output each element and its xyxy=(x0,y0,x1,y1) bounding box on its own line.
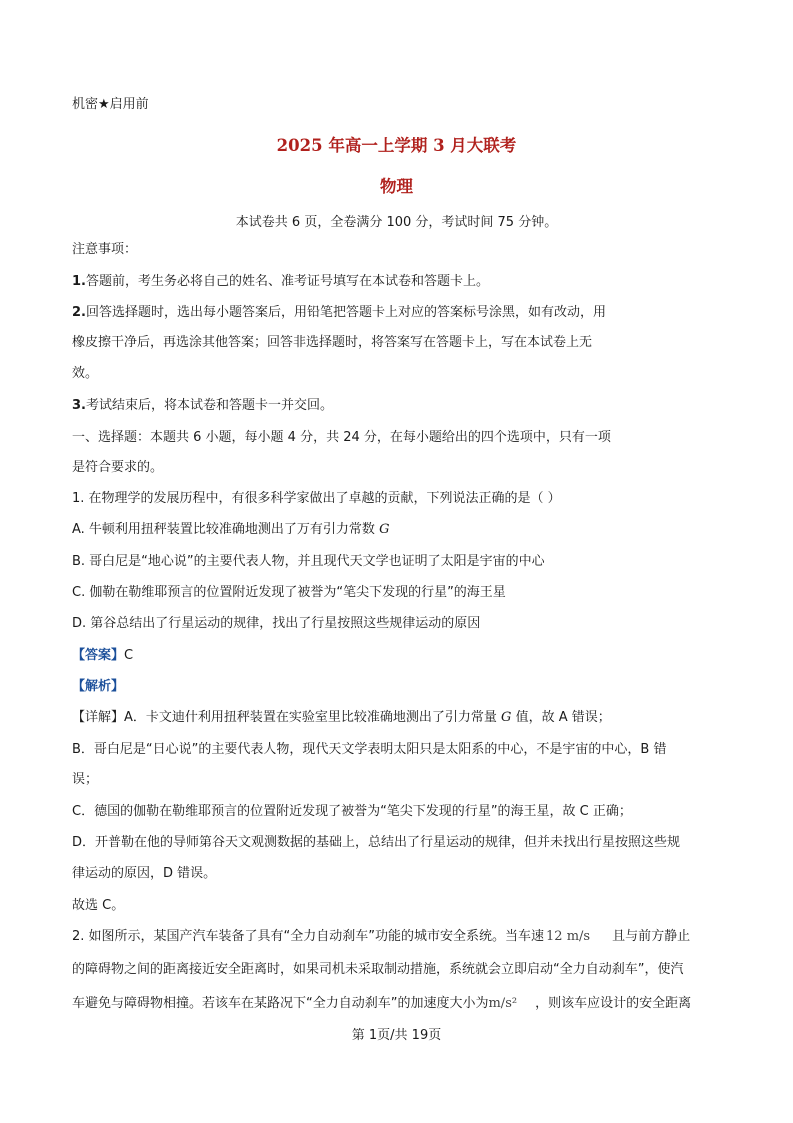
subject-title: 物理 xyxy=(380,177,413,196)
q2-speed-unit: 12 m/s xyxy=(546,929,591,944)
answer-tag: 【答案】 xyxy=(72,648,125,663)
analysis-tag xyxy=(72,679,124,695)
exam-title: 2025 年高一上学期 3 月大联考 xyxy=(276,136,517,155)
exam-intro: 本试卷共 6 页，全卷满分 100 分，考试时间 75 分钟。 xyxy=(235,215,558,230)
option-a-variable: G xyxy=(379,522,390,537)
detail-d-1: D．开普勒在他的导师第谷天文观测数据的基础上，总结出了行星运动的规律，但并未找出行星按照这些规 xyxy=(72,835,681,850)
note-2-number: 2. xyxy=(72,305,86,320)
section-1-heading-cont: 是符合要求的。 xyxy=(72,460,164,475)
question-2-line-2: 的障碍物之间的距离接近安全距离时，如果司机未采取制动措施，系统就会立即启动“全力自动刹车”，使汽 xyxy=(72,962,684,977)
question-1-option-b: B. 哥白尼是“地心说”的主要代表人物，并且现代天文学也证明了太阳是宇宙的中心 xyxy=(72,554,545,569)
answer-line xyxy=(72,648,133,664)
answer-value: C xyxy=(124,648,134,663)
question-1-option-c: C. 伽勒在勒维耶预言的位置附近发现了被誉为“笔尖下发现的行星”的海王星 xyxy=(72,585,506,600)
q2-text-1b: 且与前方静止 xyxy=(612,929,691,944)
section-1-heading: 一、选择题：本题共 6 小题，每小题 4 分，共 24 分，在每小题给出的四个选项中，只有一项 xyxy=(72,430,611,445)
note-3-text: 考试结束后，将本试卷和答题卡一并交回。 xyxy=(85,398,333,413)
note-1-number: 1. xyxy=(72,274,86,289)
question-1-option-a xyxy=(72,522,389,538)
note-2-text-a: 回答选择题时，选出每小题答案后，用铅笔把答题卡上对应的答案标号涂黑，如有改动，用 xyxy=(85,305,606,320)
note-2 xyxy=(72,305,606,321)
page-footer: 第 1页/共 19页 xyxy=(351,1028,442,1043)
note-2-text-c: 效。 xyxy=(72,366,99,381)
detail-tag: 【详解】 xyxy=(72,710,125,725)
q2-text-1a: 2. 如图所示，某国产汽车装备了具有“全力自动刹车”功能的城市安全系统。当车速 xyxy=(72,929,545,944)
detail-d-2: 律运动的原因，D 错误。 xyxy=(72,866,217,881)
confidential-label: 机密★启用前 xyxy=(72,97,149,112)
note-1 xyxy=(72,274,489,290)
note-3-number: 3. xyxy=(72,398,86,413)
q2-accel-unit: m/s² xyxy=(488,996,518,1011)
detail-a-text-1: A．卡文迪什利用扭秤装置在实验室里比较准确地测出了引力常量 xyxy=(124,710,502,725)
detail-b-1: B．哥白尼是“日心说”的主要代表人物，现代天文学表明太阳只是太阳系的中心，不是宇宙的中心，B 错 xyxy=(72,742,667,757)
notes-heading: 注意事项： xyxy=(72,242,138,257)
question-1-stem: 1. 在物理学的发展历程中，有很多科学家做出了卓越的贡献，下列说法正确的是（ ） xyxy=(72,491,561,506)
detail-a-text-2: 值，故 A 错误； xyxy=(511,710,611,725)
option-a-text: A. 牛顿利用扭秤装置比较准确地测出了万有引力常数 xyxy=(72,522,380,537)
question-2-line-1 xyxy=(72,929,690,945)
question-2-line-3 xyxy=(72,996,691,1012)
note-1-text: 答题前，考生务必将自己的姓名、准考证号填写在本试卷和答题卡上。 xyxy=(85,274,489,289)
q2-text-3b: ，则该车应设计的安全距离 xyxy=(535,996,692,1011)
detail-c: C．德国的伽勒在勒维耶预言的位置附近发现了被誉为“笔尖下发现的行星”的海王星，故 C 正确； xyxy=(72,804,632,819)
note-3 xyxy=(72,398,333,414)
detail-a xyxy=(72,710,611,726)
detail-a-variable: G xyxy=(501,710,512,725)
question-1-option-d: D. 第谷总结出了行星运动的规律，找出了行星按照这些规律运动的原因 xyxy=(72,616,481,631)
note-2-text-b: 橡皮擦干净后，再选涂其他答案；回答非选择题时，将答案写在答题卡上，写在本试卷上无 xyxy=(72,335,593,350)
analysis-tag-text: 【解析】 xyxy=(72,679,125,694)
conclusion: 故选 C。 xyxy=(72,898,125,913)
detail-b-2: 误； xyxy=(72,772,99,787)
q2-text-3a: 车避免与障碍物相撞。若该车在某路况下“全力自动刹车”的加速度大小为 xyxy=(72,996,489,1011)
